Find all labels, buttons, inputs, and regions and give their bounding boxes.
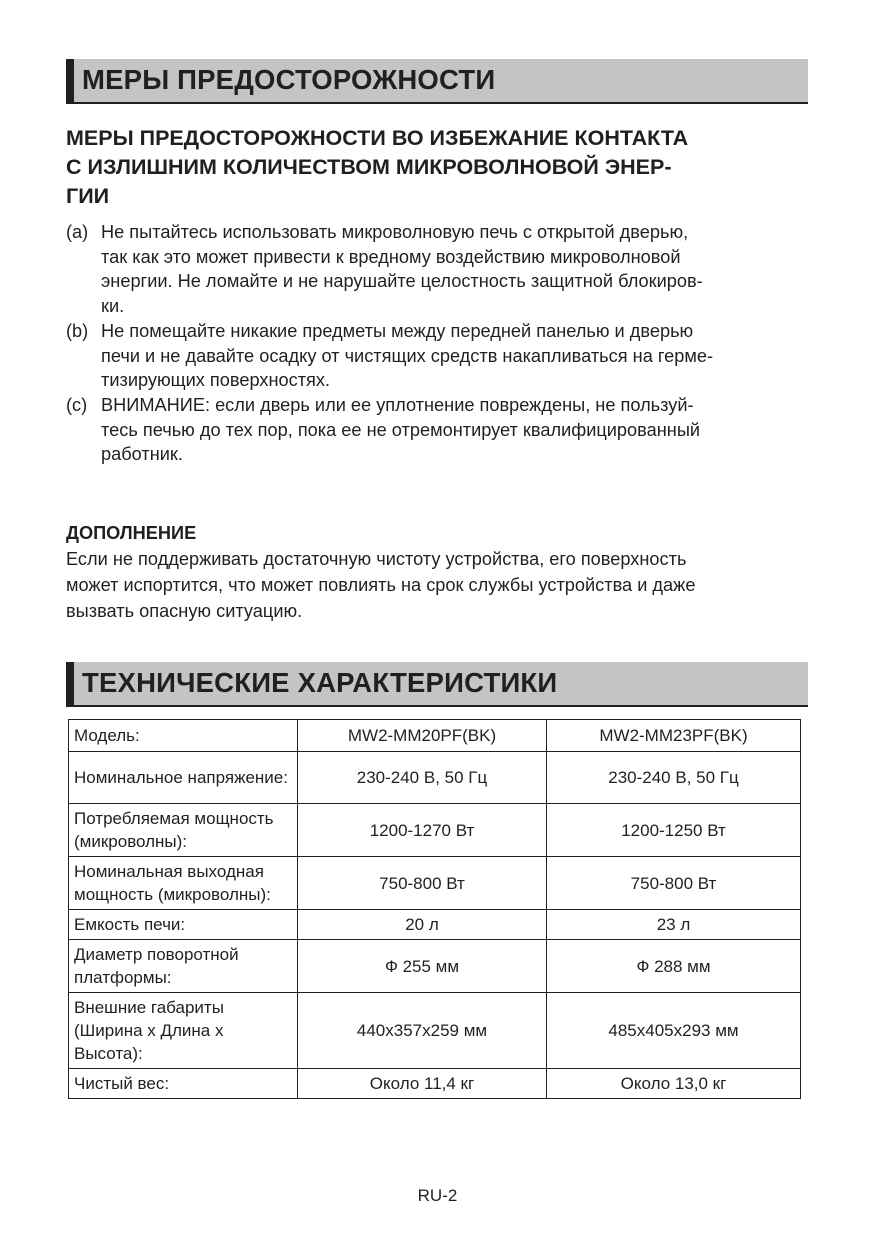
spec-label: Емкость печи: — [69, 910, 298, 940]
table-row — [69, 940, 801, 993]
spec-value-model2: Ф 288 мм — [547, 940, 801, 993]
item-text-line: ки. — [101, 296, 125, 317]
subtitle-line: ГИИ — [66, 184, 110, 208]
item-text-line: работник. — [101, 444, 183, 465]
specs-title: ТЕХНИЧЕСКИЕ ХАРАКТЕРИСТИКИ — [82, 667, 558, 698]
precautions-list — [66, 220, 806, 467]
item-letter: (b) — [66, 320, 89, 341]
spec-value-model1: 230-240 В, 50 Гц — [298, 752, 547, 804]
item-text-line: энергии. Не ломайте и не нарушайте целостность защитной блокиров- — [101, 271, 703, 292]
spec-value-model2: Около 13,0 кг — [547, 1069, 801, 1099]
spec-label: Номинальная выходная мощность (микроволны): — [69, 857, 298, 910]
spec-value-model1: Ф 255 мм — [298, 940, 547, 993]
item-text-line: так как это может привести к вредному воздействию микроволновой — [101, 246, 681, 267]
spec-value-model2: MW2-MM23PF(BK) — [547, 720, 801, 752]
item-text-line: Не помещайте никакие предметы между передней панелью и дверью — [101, 320, 694, 341]
table-row — [69, 720, 801, 752]
spec-label: Номинальное напряжение: — [69, 752, 298, 804]
spec-value-model1: 440x357x259 мм — [298, 993, 547, 1069]
item-letter: (a) — [66, 222, 89, 242]
item-text-line: печи и не давайте осадку от чистящих средств накапливаться на герме- — [101, 345, 713, 366]
spec-value-model1: 20 л — [298, 910, 547, 940]
spec-value-model2: 750-800 Вт — [547, 857, 801, 910]
addition-text-line: Если не поддерживать достаточную чистоту устройства, его поверхность — [66, 549, 687, 569]
subtitle-line: С ИЗЛИШНИМ КОЛИЧЕСТВОМ МИКРОВОЛНОВОЙ ЭНЕР- — [66, 155, 672, 179]
spec-value-model2: 485x405x293 мм — [547, 993, 801, 1069]
table-row — [69, 752, 801, 804]
header-accent-bar — [66, 662, 74, 705]
precautions-title: МЕРЫ ПРЕДОСТОРОЖНОСТИ — [82, 64, 496, 95]
precaution-item-b — [66, 319, 806, 393]
table-row — [69, 804, 801, 857]
spec-label: Диаметр поворотной платформы: — [69, 940, 298, 993]
table-row — [69, 1069, 801, 1099]
item-text-line: тесь печью до тех пор, пока ее не отремонтирует квалифицированный — [101, 419, 701, 440]
item-text-line: ВНИМАНИЕ: если дверь или ее уплотнение повреждены, не пользуй- — [101, 394, 694, 415]
page-number: RU-2 — [417, 1186, 458, 1205]
spec-label: Потребляемая мощность (микроволны): — [69, 804, 298, 857]
spec-label: Чистый вес: — [69, 1069, 298, 1099]
spec-value-model1: 1200-1270 Вт — [298, 804, 547, 857]
addition-section — [66, 520, 806, 624]
spec-value-model2: 1200-1250 Вт — [547, 804, 801, 857]
specs-table — [68, 719, 801, 1099]
table-row — [69, 857, 801, 910]
addition-text-line: вызвать опасную ситуацию. — [66, 601, 303, 621]
item-letter: (c) — [66, 394, 88, 415]
table-row — [69, 993, 801, 1069]
table-row — [69, 910, 801, 940]
spec-label: Модель: — [69, 720, 298, 752]
specs-section-header — [66, 662, 808, 707]
spec-value-model2: 23 л — [547, 910, 801, 940]
addition-text-line: может испортится, что может повлиять на срок службы устройства и даже — [66, 575, 696, 595]
spec-value-model1: MW2-MM20PF(BK) — [298, 720, 547, 752]
spec-label: Внешние габариты (Ширина x Длина x Высота): — [69, 993, 298, 1069]
subtitle-line: МЕРЫ ПРЕДОСТОРОЖНОСТИ ВО ИЗБЕЖАНИЕ КОНТАКТА — [66, 126, 689, 150]
precautions-section-header — [66, 59, 808, 104]
addition-heading: ДОПОЛНЕНИЕ — [66, 523, 197, 543]
precautions-subtitle — [66, 124, 806, 211]
item-text-line: Не пытайтесь использовать микроволновую печь с открытой дверью, — [101, 222, 689, 242]
spec-value-model1: 750-800 Вт — [298, 857, 547, 910]
precaution-item-a — [66, 220, 806, 319]
precaution-item-c — [66, 393, 806, 467]
item-text-line: тизирующих поверхностях. — [101, 370, 331, 391]
spec-value-model1: Около 11,4 кг — [298, 1069, 547, 1099]
spec-value-model2: 230-240 В, 50 Гц — [547, 752, 801, 804]
header-accent-bar — [66, 59, 74, 102]
